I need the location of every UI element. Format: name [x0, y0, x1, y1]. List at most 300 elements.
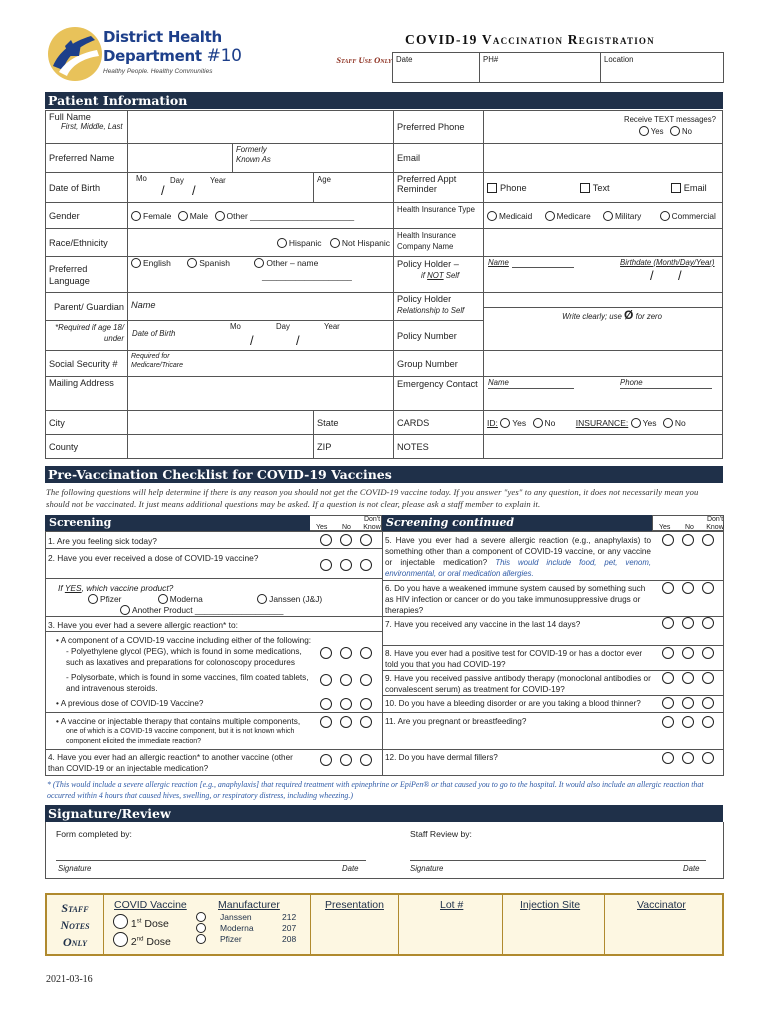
staff-ph-field[interactable] [480, 53, 601, 83]
age-label: Age [317, 175, 331, 184]
lang-spanish-radio[interactable] [187, 258, 197, 268]
insurance-medicare-label: Medicare [556, 210, 591, 221]
cards-ins-no-label: No [674, 417, 686, 428]
q9-yes-radio[interactable] [662, 672, 674, 684]
dose1-label: 1st Dose [130, 918, 169, 930]
lang-english-label: English [143, 258, 171, 268]
lang-other-label: Other – name [266, 258, 319, 268]
zero-symbol: Ø [624, 308, 634, 322]
manufacturer-label: Manufacturer [218, 899, 280, 911]
q3b-label: A previous dose of COVID-19 Vaccine? [60, 699, 204, 708]
q3a-text [56, 635, 326, 646]
receive-text-options [639, 126, 692, 136]
county-label [46, 435, 128, 459]
staff-date-field[interactable] [393, 53, 480, 83]
write-clearly-text: Write clearly; use [562, 312, 622, 321]
ph-name-label: Name [488, 258, 509, 267]
ph-name-line [512, 267, 574, 268]
ec-name-line [488, 388, 574, 389]
dob-text: Date of Birth [49, 182, 101, 193]
group-number-input[interactable] [484, 351, 723, 377]
q3-divider [45, 631, 382, 632]
product-pfizer-radio[interactable] [88, 594, 98, 604]
q10-dontknow-radio[interactable] [702, 697, 714, 709]
gender-label [46, 203, 128, 229]
appt-email-label: Email [683, 182, 707, 193]
q3a1-dontknow-radio[interactable] [360, 647, 372, 659]
q7-text: 7. Have you received any vaccine in the last 14 days? [385, 620, 581, 629]
q8-text: 8. Have you ever had a positive test for COVID-19 or has a doctor ever told you that you had COVID-19? [385, 649, 643, 669]
q12-dontknow-radio[interactable] [702, 752, 714, 764]
q11-yes-radio[interactable] [662, 716, 674, 728]
q10-answers [662, 697, 714, 709]
write-clearly-note [562, 308, 662, 322]
pref-language-options [128, 257, 394, 293]
zip-label: ZIP [317, 441, 332, 452]
checklist-center-divider [382, 532, 383, 775]
logo-tagline: Healthy People. Healthy Communities [103, 68, 213, 75]
manufacturer-pfizer-code: 208 [282, 934, 297, 944]
q3c-text [56, 716, 318, 727]
staff-col-divider-3 [502, 895, 503, 954]
race-not-hispanic-radio[interactable] [330, 238, 340, 248]
company-name-text: Health Insurance Company Name [397, 231, 456, 251]
preferred-phone-input[interactable] [484, 111, 723, 144]
policy-holder-rel-label [394, 293, 484, 321]
signature-box [45, 822, 724, 879]
logo-line-1: District Health [103, 28, 222, 46]
if-yes-product-label: If YES, which vaccine product? [58, 583, 174, 593]
q8-dontknow-radio[interactable] [702, 647, 714, 659]
ssn-input[interactable] [128, 351, 394, 377]
insurance-commercial-label: Commercial [671, 210, 716, 221]
staff-notes-divider [103, 895, 104, 954]
q12-no-radio[interactable] [682, 752, 694, 764]
cards-label [394, 411, 484, 435]
q11-no-radio[interactable] [682, 716, 694, 728]
parent-guardian-text: Parent/ Guardian [54, 301, 124, 312]
ph-birthdate-slash-1: / [650, 268, 654, 283]
q7-yes-radio[interactable] [662, 617, 674, 629]
insurance-commercial-radio[interactable] [660, 211, 670, 221]
q5-label: 5. Have you ever had a severe allergic reaction (e.g., anaphylaxis) to something other than a component of COVID-19 vaccine, or any vaccine or injectable medication? [385, 536, 651, 567]
injection-site-label: Injection Site [520, 899, 581, 911]
q2-yes-radio[interactable] [320, 559, 332, 571]
pref-language-label [46, 257, 128, 293]
left-col-no: No [342, 524, 351, 531]
q10-no-radio[interactable] [682, 697, 694, 709]
staff-col-divider-2 [398, 895, 399, 954]
review-date-label: Date [683, 864, 700, 873]
q1-no-radio[interactable] [340, 534, 352, 546]
staff-notes-text: Staff Notes Only [60, 901, 90, 949]
ec-phone-label: Phone [620, 378, 643, 387]
parent-guardian-input[interactable] [128, 293, 394, 321]
q3a2-answers [320, 674, 372, 686]
pref-language-text: Preferred Language [49, 263, 90, 286]
q1-dontknow-radio[interactable] [360, 534, 372, 546]
q3b-bullet: • [56, 699, 59, 708]
q3c-divider [45, 749, 382, 750]
city-input[interactable] [128, 411, 314, 435]
staff-use-only-label: Staff Use Only [336, 55, 392, 65]
lot-label: Lot # [440, 899, 464, 911]
county-input[interactable] [128, 435, 314, 459]
q8-no-radio[interactable] [682, 647, 694, 659]
q11-dontknow-radio[interactable] [702, 716, 714, 728]
q5-dontknow-radio[interactable] [702, 534, 714, 546]
dob-day-label: Day [170, 176, 184, 185]
manufacturer-janssen-code: 212 [282, 912, 297, 922]
manufacturer-row [196, 923, 306, 934]
emergency-contact-input[interactable] [484, 377, 723, 411]
allergy-footnote: * (This would include a severe allergic reaction [e.g., anaphylaxis] that required treatment with epinephrine or EpiPen® or that caused you to go to the hospital. It would also include an allergic reaction that occurred within 4 hours that caused hives, swelling, or respiratory distress, including wheezing.) [47, 780, 704, 800]
right-col-headers [652, 515, 724, 531]
preferred-phone-label [394, 111, 484, 144]
dob-slash-1: / [161, 183, 165, 198]
q6-answers [662, 582, 714, 594]
q2-divider [45, 578, 382, 579]
q6-dontknow-radio[interactable] [702, 582, 714, 594]
staff-notes-label [50, 900, 100, 951]
race-text: Race/Ethnicity [49, 237, 108, 248]
q2-no-radio[interactable] [340, 559, 352, 571]
gender-other-label: Other ______________________ [226, 210, 355, 221]
company-name-input[interactable] [484, 229, 723, 257]
logo-emblem-icon [45, 26, 107, 82]
staff-ph-label: PH# [483, 55, 499, 64]
appt-text-checkbox[interactable] [580, 183, 590, 193]
review-signature-label: Signature [410, 864, 444, 873]
q11-divider [382, 749, 724, 750]
dose1-radio[interactable] [113, 914, 128, 929]
manufacturer-pfizer-radio[interactable] [196, 934, 206, 944]
group-number-label [394, 351, 484, 377]
race-hispanic-radio[interactable] [277, 238, 287, 248]
q8-divider [382, 670, 724, 671]
for-zero-text: for zero [635, 312, 662, 321]
gender-female-radio[interactable] [131, 211, 141, 221]
q5-yes-radio[interactable] [662, 534, 674, 546]
product-options [88, 594, 322, 604]
ec-name-label: Name [488, 378, 509, 387]
q9-no-radio[interactable] [682, 672, 694, 684]
patient-info-header: Patient Information [45, 92, 723, 109]
insurance-type-text: Health Insurance Type [397, 205, 475, 214]
q4-yes-radio[interactable] [320, 754, 332, 766]
manufacturer-janssen-radio[interactable] [196, 912, 206, 922]
dob-mo-label: Mo [136, 174, 147, 183]
cards-options [484, 411, 723, 435]
appt-text-label: Text [592, 182, 610, 193]
presentation-label: Presentation [325, 899, 384, 911]
q2-dontknow-radio[interactable] [360, 559, 372, 571]
notes-text: NOTES [397, 441, 429, 452]
q4-dontknow-radio[interactable] [360, 754, 372, 766]
staff-review-label: Staff Review by: [410, 829, 472, 839]
q3a2-dontknow-radio[interactable] [360, 674, 372, 686]
guardian-dob-day-label: Day [276, 322, 290, 331]
insurance-military-label: Military [615, 210, 642, 221]
right-col-yes: Yes [659, 524, 671, 531]
preferred-name-label [46, 144, 128, 173]
receive-text-no-radio[interactable] [670, 126, 680, 136]
cards-ins-no-radio[interactable] [663, 418, 673, 428]
gender-other-radio[interactable] [215, 211, 225, 221]
q5-text [385, 535, 651, 579]
q4-text: 4. Have you ever had an allergic reaction* to another vaccine (other than COVID-19 or an injectable medication? [48, 753, 293, 773]
right-col-dontknow: Don't Know [706, 516, 724, 531]
required-medicare-label: Required for Medicare/Tricare [131, 353, 183, 369]
preferred-phone-text: Preferred Phone [397, 122, 465, 132]
q1-text: 1. Are you feeling sick today? [48, 536, 157, 546]
dob-slash-2: / [192, 183, 196, 198]
q10-divider [382, 712, 724, 713]
manufacturer-moderna-radio[interactable] [196, 923, 206, 933]
appt-phone-label: Phone [500, 182, 527, 193]
receive-text-yes-radio[interactable] [639, 126, 649, 136]
email-text: Email [397, 153, 421, 163]
full-name-sublabel: First, Middle, Last [61, 122, 123, 131]
logo [45, 26, 242, 82]
guardian-dob-slash-2: / [296, 333, 300, 348]
product-janssen-radio[interactable] [257, 594, 267, 604]
review-signature-line[interactable] [410, 860, 706, 861]
city-label [46, 411, 128, 435]
race-not-hispanic-label: Not Hispanic [341, 237, 391, 248]
q5-answers [662, 534, 714, 546]
mailing-address-label [46, 377, 128, 411]
insurance-medicaid-label: Medicaid [499, 210, 533, 221]
race-input[interactable] [128, 229, 394, 257]
full-name-label: Full Name [49, 112, 91, 122]
q3a1-no-radio[interactable] [340, 647, 352, 659]
q3a2-yes-radio[interactable] [320, 674, 332, 686]
guardian-dob-input[interactable] [128, 321, 394, 351]
manufacturer-row [196, 934, 306, 945]
logo-number: #10 [206, 46, 242, 66]
cards-text: CARDS [397, 417, 430, 428]
policy-number-text: Policy Number [397, 330, 457, 341]
form-title: COVID-19 Vaccination Registration [405, 32, 655, 47]
q1-yes-radio[interactable] [320, 534, 332, 546]
q7-no-radio[interactable] [682, 617, 694, 629]
insurance-medicaid-radio[interactable] [487, 211, 497, 221]
policy-holder-rel-text: Policy Holder [397, 294, 452, 304]
q11-answers [662, 716, 714, 728]
notes-input[interactable] [484, 435, 723, 459]
race-label [46, 229, 128, 257]
gender-female-label: Female [143, 210, 172, 221]
q11-text: 11. Are you pregnant or breastfeeding? [385, 717, 527, 726]
emergency-contact-label [394, 377, 484, 411]
gender-text: Gender [49, 210, 80, 221]
q3-text: 3. Have you ever had a severe allergic reaction* to: [48, 620, 238, 630]
lang-other-radio[interactable] [254, 258, 264, 268]
q2-text: 2. Have you ever received a dose of COVID-19 vaccine? [48, 553, 259, 563]
lang-other-line: ___________________ [262, 271, 352, 281]
q5-no-radio[interactable] [682, 534, 694, 546]
staff-date-label: Date [396, 55, 413, 64]
mailing-address-text: Mailing Address [49, 378, 114, 388]
policy-holder-notself-input[interactable] [484, 257, 723, 293]
left-col-dontknow: Don't Know [363, 516, 381, 531]
appt-email-checkbox[interactable] [671, 183, 681, 193]
cards-id-yes-radio[interactable] [500, 418, 510, 428]
relationship-self-label: Relationship to Self [397, 306, 465, 315]
county-text: County [49, 441, 79, 452]
appt-phone-checkbox[interactable] [487, 183, 497, 193]
completed-signature-label: Signature [58, 864, 92, 873]
q3b-yes-radio[interactable] [320, 698, 332, 710]
q7-divider [382, 645, 724, 646]
mailing-address-input[interactable] [128, 377, 394, 411]
q10-yes-radio[interactable] [662, 697, 674, 709]
completed-signature-line[interactable] [56, 860, 366, 861]
ph-birthdate-label: Birthdate (Month/Day/Year) [620, 258, 715, 267]
cards-id-no-label: No [544, 417, 556, 428]
manufacturer-janssen-name: Janssen [220, 912, 252, 922]
policy-number-label [394, 321, 484, 351]
preferred-appt-text: Preferred Appt Reminder [397, 174, 457, 194]
state-input[interactable] [314, 411, 394, 435]
q3a2-no-radio[interactable] [340, 674, 352, 686]
full-name-input[interactable] [128, 111, 394, 144]
dose2-radio[interactable] [113, 932, 128, 947]
cards-id-label: ID: [487, 417, 498, 428]
gender-male-radio[interactable] [178, 211, 188, 221]
q3a-bullet: • [56, 636, 59, 645]
q6-yes-radio[interactable] [662, 582, 674, 594]
product-another-radio[interactable] [120, 605, 130, 615]
email-input[interactable] [484, 144, 723, 173]
patient-info-table [45, 110, 723, 459]
form-completed-label: Form completed by: [56, 829, 132, 839]
q5-divider [382, 580, 724, 581]
vaccinator-label: Vaccinator [637, 899, 686, 911]
q9-dontknow-radio[interactable] [702, 672, 714, 684]
staff-use-table [392, 52, 724, 83]
q8-yes-radio[interactable] [662, 647, 674, 659]
required-age-text: *Required if age 18/ under [55, 323, 124, 343]
product-divider [45, 616, 382, 617]
checklist-header: Pre-Vaccination Checklist for COVID-19 Vaccines [45, 466, 723, 483]
q2-answers [320, 559, 372, 571]
dose1-option [113, 914, 169, 930]
product-another [120, 605, 283, 615]
staff-location-field[interactable] [601, 53, 724, 83]
insurance-military-radio[interactable] [603, 211, 613, 221]
policy-holder-rel-input[interactable] [484, 293, 723, 351]
q3c-bullet: • [56, 717, 59, 726]
insurance-type-label [394, 203, 484, 229]
q3c-answers [320, 716, 372, 728]
group-number-text: Group Number [397, 358, 458, 369]
dob-input[interactable] [128, 173, 314, 203]
version-date: 2021-03-16 [46, 974, 93, 985]
policy-holder-notself-label [394, 257, 484, 293]
email-label [394, 144, 484, 173]
q3c-dontknow-radio[interactable] [360, 716, 372, 728]
q3c-label: A vaccine or injectable therapy that contains multiple components, [60, 717, 301, 726]
manufacturer-list [196, 912, 306, 945]
q3b-no-radio[interactable] [340, 698, 352, 710]
age-input[interactable] [314, 173, 394, 203]
q4-answers [320, 754, 372, 766]
guardian-dob-year-label: Year [324, 322, 340, 331]
product-another-label: Another Product ___________________ [132, 605, 284, 615]
q9-divider [382, 695, 724, 696]
insurance-medicare-radio[interactable] [545, 211, 555, 221]
preferred-appt-label [394, 173, 484, 203]
receive-text-yes-label: Yes [650, 127, 664, 136]
staff-col-divider-4 [604, 895, 605, 954]
gender-male-label: Male [189, 210, 209, 221]
q9-text: 9. Have you received passive antibody therapy (monoclonal antibodies or convalescent serum) as treatment for COVID-19? [385, 674, 651, 694]
notes-label [394, 435, 484, 459]
right-col-no: No [685, 524, 694, 531]
lang-english-radio[interactable] [131, 258, 141, 268]
left-col-yes: Yes [316, 524, 328, 531]
q3c-sub-text: one of which is a COVID-19 vaccine component, but it is not known which component elicited the immediate reaction? [66, 728, 295, 745]
q12-answers [662, 752, 714, 764]
full-name-label-cell [46, 111, 128, 144]
gender-options [128, 203, 394, 229]
ph-birthdate-slash-2: / [678, 268, 682, 283]
preferred-name-text: Preferred Name [49, 153, 115, 163]
parent-name-label: Name [131, 300, 156, 310]
q1-divider [45, 548, 382, 549]
required-age-label [46, 321, 128, 351]
parent-guardian-label [46, 293, 128, 321]
q7-answers [662, 617, 714, 629]
receive-text-question: Receive TEXT messages? [623, 115, 716, 124]
preferred-appt-options [484, 173, 723, 203]
q3a-label: A component of a COVID-19 vaccine including either of the following: [60, 636, 312, 645]
manufacturer-moderna-code: 207 [282, 923, 297, 933]
dob-label [46, 173, 128, 203]
q4-no-radio[interactable] [340, 754, 352, 766]
q3a1-yes-radio[interactable] [320, 647, 332, 659]
q10-text: 10. Do you have a bleeding disorder or are you taking a blood thinner? [385, 699, 641, 708]
q3b-dontknow-radio[interactable] [360, 698, 372, 710]
q7-dontknow-radio[interactable] [702, 617, 714, 629]
q3a2-text: - Polysorbate, which is found in some vaccines, film coated tablets, and intravenous steroids. [66, 673, 309, 693]
q3b-divider [45, 712, 382, 713]
dose2-label: 2nd Dose [130, 936, 171, 948]
product-moderna-radio[interactable] [158, 594, 168, 604]
preferred-name-input[interactable] [128, 144, 233, 173]
signature-header: Signature/Review [45, 805, 723, 822]
q1-answers [320, 534, 372, 546]
q5-note: This would include food, pet, venom, environmental, or oral medication allergies. [385, 558, 651, 578]
cards-id-no-radio[interactable] [533, 418, 543, 428]
left-col-headers [310, 515, 382, 531]
zip-input[interactable] [314, 435, 394, 459]
cards-ins-yes-label: Yes [642, 417, 657, 428]
race-hispanic-label: Hispanic [288, 237, 322, 248]
q3a1-answers [320, 647, 372, 659]
q6-no-radio[interactable] [682, 582, 694, 594]
lang-spanish-label: Spanish [199, 258, 230, 268]
cards-ins-yes-radio[interactable] [631, 418, 641, 428]
formerly-known-cell[interactable] [233, 144, 394, 173]
q3c-no-radio[interactable] [340, 716, 352, 728]
q3a1-text: - Polyethylene glycol (PEG), which is found in some medications, such as laxatives and preparations for colonoscopy procedures [66, 647, 302, 667]
screening-title: Screening [49, 516, 112, 529]
q3c-yes-radio[interactable] [320, 716, 332, 728]
q12-yes-radio[interactable] [662, 752, 674, 764]
